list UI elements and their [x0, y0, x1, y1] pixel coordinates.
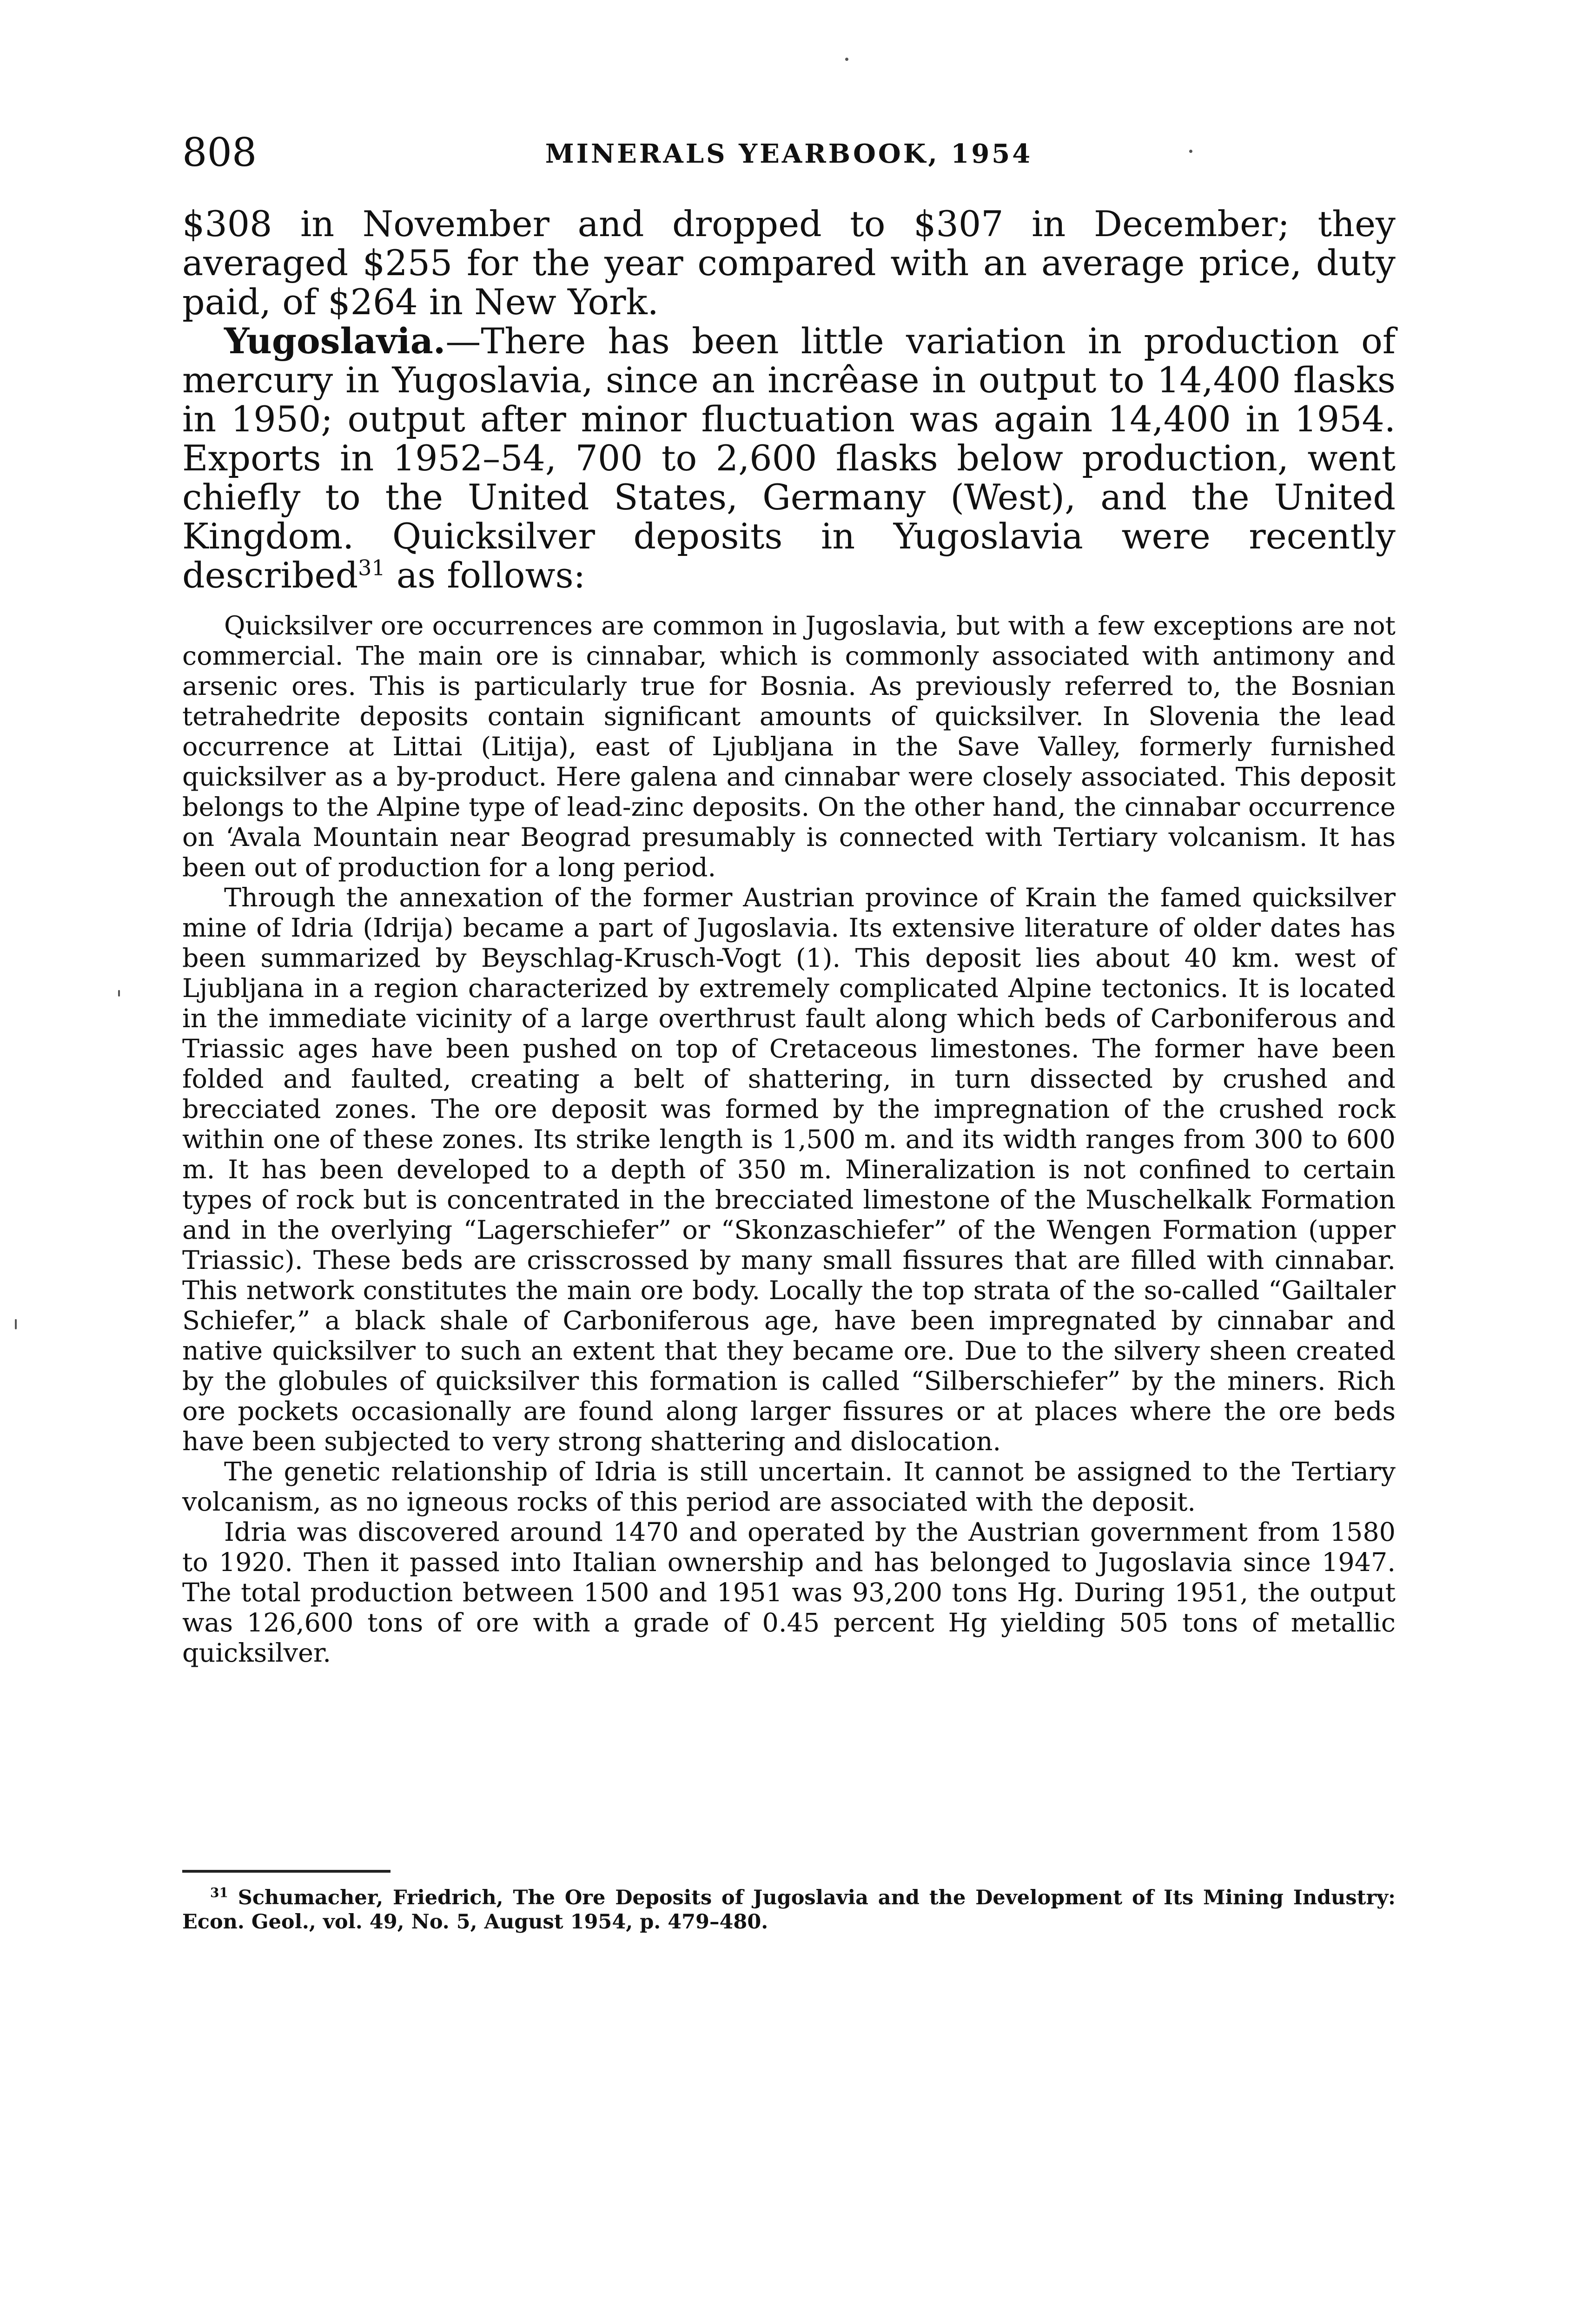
footnote-mark: 31	[210, 1885, 228, 1901]
footnote	[182, 1886, 1396, 1934]
page-number: 808	[182, 130, 257, 175]
body-paragraph-yugoslavia	[182, 322, 1396, 595]
body-text	[182, 205, 1396, 595]
quote-paragraph: Idria was discovered around 1470 and operated by the Austrian government from 1580 to 1920. Then it passed into Italian ownership and has belonged to Jugoslavia since 1947. The total production between 1500 and 1951 was 93,200 tons Hg. During 1951, the output was 126,600 tons of ore with a grade of 0.45 percent Hg yielding 505 tons of metallic quicksilver.	[182, 1517, 1396, 1668]
body-paragraph-continued: $308 in November and dropped to $307 in December; they averaged $255 for the year compared with an average price, duty paid, of $264 in New York.	[182, 203, 1396, 323]
footnote-separator-rule	[182, 1870, 390, 1873]
quote-paragraph: Through the annexation of the former Austrian province of Krain the famed quicksilver mine of Idria (Idrija) became a part of Jugoslavia. Its extensive literature of older dates has been summarized by Beyschlag-Krusch-Vogt (1). This deposit lies about 40 km. west of Ljubljana in a region characterized by extremely complicated Alpine tectonics. It is located in the immediate vicinity of a large overthrust fault along which beds of Carboniferous and Triassic ages have been pushed on top of Cretaceous limestones. The former have been folded and faulted, creating a belt of shattering, in turn dissected by crushed and brecciated zones. The ore deposit was formed by the impregnation of the crushed rock within one of these zones. Its strike length is 1,500 m. and its width ranges from 300 to 600 m. It has been developed to a depth of 350 m. Mineralization is not confined to certain types of rock but is concentrated in the brecciated limestone of the Muschelkalk Formation and in the overlying “Lagerschiefer” or “Skonzaschiefer” of the Wengen Formation (upper Triassic). These beds are crisscrossed by many small fissures that are filled with cinnabar. This network constitutes the main ore body. Locally the top strata of the so-called “Gailtaler Schiefer,” a black shale of Carboniferous age, have been impregnated by cinnabar and native quicksilver to such an extent that they became ore. Due to the silvery sheen created by the globules of quicksilver this formation is called “Silberschiefer” by the miners. Rich ore pockets occasionally are found along larger fissures or at places where the ore beds have been subjected to very strong shattering and dislocation.	[182, 883, 1396, 1457]
paragraph-text: —There has been little variation in production of mercury in Yugoslavia, since an incrêase in output to 14,400 flasks in 1950; output after minor fluctuation was again 14,400 in 1954. Exports in 1952–54, 700 to 2,600 flasks below production, went chiefly to the United States, Germany (West), and the United Kingdom. Quicksilver deposits in Yugoslavia were recently described	[182, 320, 1396, 596]
scan-speck	[1189, 150, 1192, 153]
running-head	[182, 129, 1396, 176]
quote-paragraph: Quicksilver ore occurrences are common in Jugoslavia, but with a few exceptions are not commercial. The main ore is cinnabar, which is commonly associated with antimony and arsenic ores. This is particularly true for Bosnia. As previously referred to, the Bosnian tetrahedrite deposits contain significant amounts of quicksilver. In Slovenia the lead occurrence at Littai (Litija), east of Ljubljana in the Save Valley, formerly furnished quicksilver as a by-product. Here galena and cinnabar were closely associated. This deposit belongs to the Alpine type of lead-zinc deposits. On the other hand, the cinnabar occurrence on ‘Avala Mountain near Beograd presumably is connected with Tertiary volcanism. It has been out of production for a long period.	[182, 611, 1396, 883]
running-title: MINERALS YEARBOOK, 1954	[545, 139, 1033, 169]
scan-speck	[845, 58, 848, 61]
paragraph-ending: as follows:	[385, 555, 586, 596]
scan-mark	[15, 1319, 17, 1329]
footnote-reference: 31	[358, 555, 385, 581]
footnote-entry	[182, 1886, 1396, 1934]
block-quote	[182, 611, 1396, 1668]
run-in-heading: Yugoslavia.	[224, 320, 446, 362]
quote-paragraph: The genetic relationship of Idria is still uncertain. It cannot be assigned to the Tertiary volcanism, as no igneous rocks of this period are associated with the deposit.	[182, 1457, 1396, 1517]
footnote-text: Schumacher, Friedrich, The Ore Deposits of Jugoslavia and the Development of Its Mining Industry: Econ. Geol., vol. 49, No. 5, August 1954, p. 479–480.	[182, 1886, 1396, 1934]
scan-mark	[118, 990, 120, 997]
